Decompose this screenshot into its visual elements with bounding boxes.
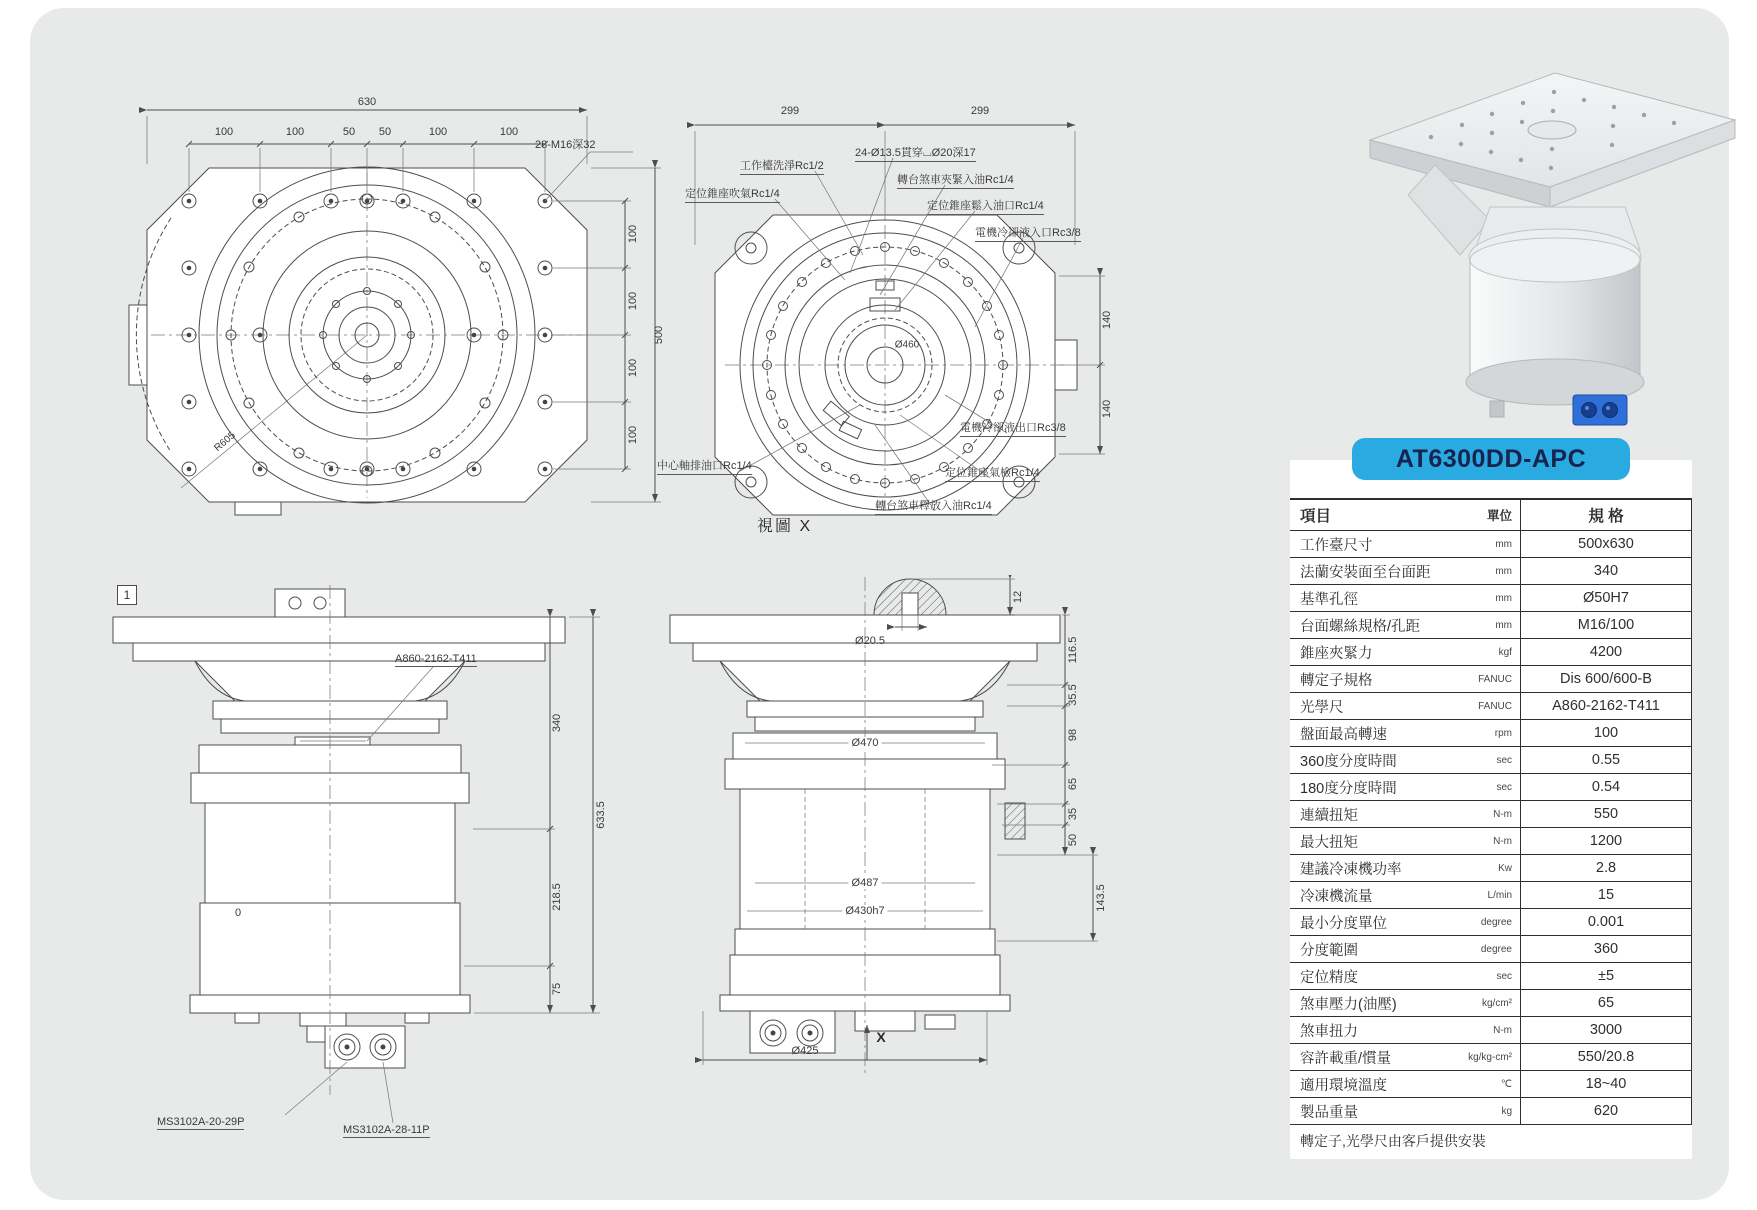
spec-item-label: 煞車壓力(油壓) xyxy=(1300,996,1397,1013)
dim-98: 98 xyxy=(1067,728,1079,742)
spec-value: 100 xyxy=(1520,720,1692,746)
table-row xyxy=(1290,990,1692,1017)
table-row xyxy=(1290,558,1692,585)
spec-unit-label: mm xyxy=(1495,619,1512,631)
callout-air-blow-port: 定位錐座吹氣Rc1/4 xyxy=(685,185,780,203)
dim-segment: 50 xyxy=(342,126,356,138)
spec-value: 0.55 xyxy=(1520,747,1692,773)
spec-value: 3000 xyxy=(1520,1017,1692,1043)
dim-140-upper: 140 xyxy=(1101,310,1113,330)
table-row xyxy=(1290,963,1692,990)
spec-item-label: 光學尺 xyxy=(1300,699,1344,716)
view-x-caption: 視圖 X xyxy=(757,518,813,535)
spec-table-body xyxy=(1290,531,1692,1125)
table-row xyxy=(1290,612,1692,639)
table-row xyxy=(1290,1044,1692,1071)
callout-center-drain: 中心軸排油口Rc1/4 xyxy=(657,457,752,475)
spec-item-label: 盤面最高轉速 xyxy=(1300,726,1387,743)
spec-item-label: 製品重量 xyxy=(1300,1104,1358,1121)
spec-item-label: 定位精度 xyxy=(1300,969,1358,986)
spec-item-label: 法蘭安裝面至台面距 xyxy=(1300,564,1431,581)
spec-value: 360 xyxy=(1520,936,1692,962)
spec-item-label: 分度範圍 xyxy=(1300,942,1358,959)
callout-brake-release-port: 轉台煞車釋放入油Rc1/4 xyxy=(875,497,992,515)
dim-bore-top: Ø20.5 xyxy=(855,635,885,647)
table-row xyxy=(1290,1098,1692,1125)
spec-value: 4200 xyxy=(1520,639,1692,665)
product-photo xyxy=(1340,45,1740,430)
table-row xyxy=(1290,855,1692,882)
callout-coolant-inlet: 電機冷卻液入口Rc3/8 xyxy=(975,224,1081,242)
bore-diameter-label: Ø460 xyxy=(894,339,920,351)
callout-air-check-port: 定位錐座氣檢Rc1/4 xyxy=(945,464,1040,482)
table-row xyxy=(1290,828,1692,855)
dim-left: 299 xyxy=(780,105,800,117)
spec-unit-label: kg/kg-cm² xyxy=(1468,1051,1512,1063)
spec-table xyxy=(1290,460,1692,1159)
side-view-linework xyxy=(95,575,665,1165)
spec-item-label: 最小分度單位 xyxy=(1300,915,1387,932)
dim-2185: 218.5 xyxy=(551,883,563,911)
spec-value: 65 xyxy=(1520,990,1692,1016)
spec-unit-label: rpm xyxy=(1494,727,1512,739)
dim-segment: 100 xyxy=(499,126,519,138)
product-photo-render xyxy=(1340,45,1740,430)
connector-left-label: MS3102A-20-29P xyxy=(157,1116,245,1128)
dim-right: 299 xyxy=(970,105,990,117)
holes-callout: 28-M16深32 xyxy=(535,139,596,151)
section-view-drawing xyxy=(655,575,1135,1170)
dim-12: 12 xyxy=(1012,590,1024,604)
spec-unit-label: sec xyxy=(1496,754,1512,766)
spec-unit-label: mm xyxy=(1495,538,1512,550)
spec-table-header xyxy=(1290,498,1692,531)
dim-total-height: 633.5 xyxy=(595,801,607,829)
spec-value: 1200 xyxy=(1520,828,1692,854)
dim-35: 35 xyxy=(1067,807,1079,821)
callout-cone-release-port: 定位錐座鬆入油口Rc1/4 xyxy=(927,197,1044,215)
spec-item-label: 基準孔徑 xyxy=(1300,591,1358,608)
spec-unit-label: degree xyxy=(1480,916,1512,928)
spec-value: Ø50H7 xyxy=(1520,585,1692,611)
dim-65: 65 xyxy=(1067,777,1079,791)
spec-value: ±5 xyxy=(1520,963,1692,989)
dim-total-height: 500 xyxy=(653,325,665,345)
spec-unit-label: sec xyxy=(1496,970,1512,982)
spec-item-label: 180度分度時間 xyxy=(1300,780,1397,797)
table-row xyxy=(1290,936,1692,963)
radius-label: R605 xyxy=(212,430,238,454)
spec-value: Dis 600/600-B xyxy=(1520,666,1692,692)
table-row xyxy=(1290,1017,1692,1044)
table-row xyxy=(1290,639,1692,666)
spec-item-label: 360度分度時間 xyxy=(1300,753,1397,770)
encoder-callout: A860-2162-T411 xyxy=(395,653,477,665)
table-row xyxy=(1290,666,1692,693)
spec-unit-label: kg/cm² xyxy=(1482,997,1512,1009)
top-view-drawing xyxy=(85,90,665,520)
table-row xyxy=(1290,909,1692,936)
spec-unit-label: kgf xyxy=(1498,646,1512,658)
spec-unit-label: ℃ xyxy=(1500,1078,1512,1090)
header-spec: 規 格 xyxy=(1520,500,1692,530)
connector-right-label: MS3102A-28-11P xyxy=(343,1124,430,1136)
spec-item-label: 工作臺尺寸 xyxy=(1300,537,1373,554)
dia-425: Ø425 xyxy=(791,1045,819,1057)
spec-value: 550/20.8 xyxy=(1520,1044,1692,1070)
spec-item-label: 最大扭矩 xyxy=(1300,834,1358,851)
spec-unit-label: sec xyxy=(1496,781,1512,793)
spec-value: 2.8 xyxy=(1520,855,1692,881)
dim-1435: 143.5 xyxy=(1095,884,1107,912)
callout-bolt-holes: 24-Ø13.5貫穿⌴Ø20深17 xyxy=(855,144,976,162)
dia-487: Ø487 xyxy=(849,877,882,889)
balloon-marker: 1 xyxy=(117,585,137,605)
spec-item-label: 台面螺絲規格/孔距 xyxy=(1300,618,1421,635)
dim-1165: 116.5 xyxy=(1067,636,1079,664)
axis-x-label: X xyxy=(876,1029,886,1045)
spec-item-label: 容許載重/慣量 xyxy=(1300,1050,1392,1067)
spec-unit-label: N-m xyxy=(1493,835,1512,847)
dim-total-width: 630 xyxy=(357,96,377,108)
callout-brake-clamp-port: 轉台煞車夾緊入油Rc1/4 xyxy=(897,171,1014,189)
spec-item-label: 轉定子規格 xyxy=(1300,672,1373,689)
spec-unit-label: N-m xyxy=(1493,1024,1512,1036)
spec-item-label: 煞車扭力 xyxy=(1300,1023,1358,1040)
spec-value: 500x630 xyxy=(1520,531,1692,557)
spec-value: 550 xyxy=(1520,801,1692,827)
spec-unit-label: mm xyxy=(1495,592,1512,604)
spec-table-section xyxy=(1290,438,1692,1159)
dia-470: Ø470 xyxy=(849,737,882,749)
flange-view-drawing xyxy=(645,95,1155,545)
dia-430h7: Ø430h7 xyxy=(842,905,887,917)
dim-segment: 100 xyxy=(214,126,234,138)
spec-item-label: 建議冷凍機功率 xyxy=(1300,861,1402,878)
callout-wash-port: 工作檯洗淨Rc1/2 xyxy=(740,157,824,175)
spec-value: A860-2162-T411 xyxy=(1520,693,1692,719)
callout-coolant-outlet: 電機冷卻液出口Rc3/8 xyxy=(960,419,1066,437)
table-row xyxy=(1290,693,1692,720)
spec-unit-label: FANUC xyxy=(1478,673,1512,685)
table-row xyxy=(1290,774,1692,801)
spec-item-label: 連續扭矩 xyxy=(1300,807,1358,824)
dim-140-lower: 140 xyxy=(1101,399,1113,419)
dim-segment: 100 xyxy=(428,126,448,138)
spec-unit-label: Kw xyxy=(1498,862,1512,874)
zero-label: 0 xyxy=(235,907,242,919)
table-row xyxy=(1290,882,1692,909)
dim-right: 100 xyxy=(627,224,639,244)
table-row xyxy=(1290,720,1692,747)
top-view-linework xyxy=(85,90,665,520)
header-item: 項目 xyxy=(1300,508,1332,525)
spec-value: 620 xyxy=(1520,1098,1692,1124)
header-unit: 單位 xyxy=(1486,509,1512,523)
table-row xyxy=(1290,1071,1692,1098)
spec-unit-label: kg xyxy=(1501,1105,1512,1117)
spec-value: M16/100 xyxy=(1520,612,1692,638)
spec-value: 0.54 xyxy=(1520,774,1692,800)
table-row xyxy=(1290,747,1692,774)
spec-value: 15 xyxy=(1520,882,1692,908)
model-badge: AT6300DD-APC xyxy=(1352,438,1630,480)
table-row xyxy=(1290,531,1692,558)
table-row xyxy=(1290,801,1692,828)
spec-value: 0.001 xyxy=(1520,909,1692,935)
dim-segment: 50 xyxy=(378,126,392,138)
spec-item-label: 錐座夾緊力 xyxy=(1300,645,1373,662)
side-view-drawing xyxy=(95,575,665,1165)
table-row xyxy=(1290,585,1692,612)
spec-unit-label: FANUC xyxy=(1478,700,1512,712)
spec-value: 340 xyxy=(1520,558,1692,584)
dim-right: 100 xyxy=(627,425,639,445)
dim-340: 340 xyxy=(551,713,563,733)
spec-unit-label: degree xyxy=(1480,943,1512,955)
spec-unit-label: L/min xyxy=(1487,889,1512,901)
section-view-linework xyxy=(655,575,1135,1170)
spec-unit-label: N-m xyxy=(1493,808,1512,820)
dim-50: 50 xyxy=(1067,833,1079,847)
spec-item-label: 冷凍機流量 xyxy=(1300,888,1373,905)
spec-footnote: 轉定子,光學尺由客戶提供安裝 xyxy=(1300,1133,1486,1149)
flange-view-linework xyxy=(645,95,1155,545)
dim-355: 35.5 xyxy=(1067,684,1079,706)
dim-75: 75 xyxy=(551,982,563,996)
spec-unit-label: mm xyxy=(1495,565,1512,577)
dim-segment: 100 xyxy=(285,126,305,138)
spec-item-label: 適用環境溫度 xyxy=(1300,1077,1387,1094)
dim-right: 100 xyxy=(627,291,639,311)
dim-right: 100 xyxy=(627,358,639,378)
spec-value: 18~40 xyxy=(1520,1071,1692,1097)
